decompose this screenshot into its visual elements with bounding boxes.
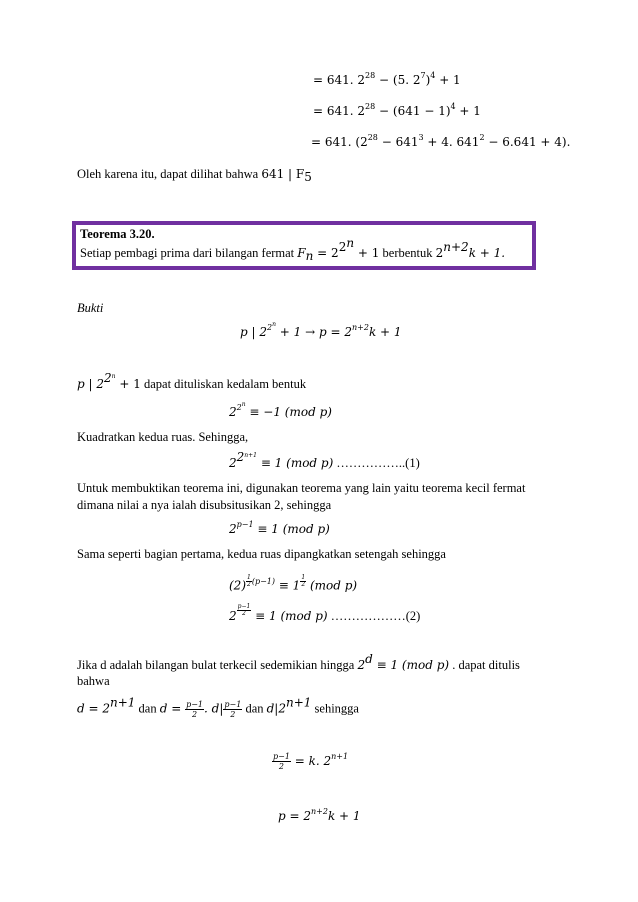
- proof-paragraph-5: $d = 2^{n+1}$ dan d = $\frac{p-1}{2}$ . d| $\frac{p-1}{2}$ dan $d|2^{n+1}$ sehingga: [77, 695, 359, 719]
- equation-line-2: = 641. $2^{28} - (641 - 1)^4 + 1$: [313, 102, 481, 118]
- conclusion-text: Oleh karena itu, dapat dilihat bahwa 641 | $F_5$: [77, 167, 312, 184]
- proof-equation-5: 2 $^{\frac{p-1}{2}}$ ≡ 1 (mod p) ………………(2): [229, 603, 421, 623]
- equation-line-1: = 641. $2^{28} - (5$. $2^7)^4 + 1$: [313, 71, 461, 87]
- proof-equation-4: (2) $^{\frac{1}{2} (p-1)}$ ≡ 1 $^{\frac{1}{2}}$ (mod p): [229, 574, 358, 593]
- proof-equation-6: $\frac{p-1}{2}$ = k. $2^{n+1}$: [273, 752, 349, 771]
- proof-line-1: p | $2^{2^n} + 1$ dapat dituliskan kedalam bentuk: [77, 371, 307, 391]
- theorem-statement: Setiap pembagi prima dari bilangan fermat $F_n = 2^{2^n} + 1$ berbentuk $2^{n+2}k + 1$.: [80, 236, 506, 263]
- proof-paragraph-2-line-1: Untuk membuktikan teorema ini, digunakan teorema yang lain yaitu teorema kecil fermat: [77, 481, 526, 495]
- theorem-title: Teorema 3.20.: [80, 227, 155, 241]
- proof-square-text: Kuadratkan kedua ruas. Sehingga,: [77, 430, 249, 444]
- proof-equation-3: $2^{p-1} \equiv 1$ (mod p): [229, 520, 330, 536]
- proof-paragraph-2-line-2: dimana nilai a nya ialah disubsitusikan 2, sehingga: [77, 498, 332, 512]
- proof-equation-1: $2^{2^n} \equiv -1$ (mod p): [229, 401, 332, 419]
- proof-equation-7: $p = 2^{n+2}k + 1$: [278, 807, 361, 823]
- equation-line-3: = 641. ($2^{28} - 641^3 + 4$. $641^2 - 6.641 + 4$).: [311, 133, 571, 149]
- proof-main-statement: p | $2^{2^n} + 1 \to p = 2^{n+2}k + 1$: [240, 321, 402, 339]
- proof-heading: Bukti: [77, 301, 104, 315]
- proof-equation-2: $2^{2^{n+1}} \equiv 1$ (mod p) ……………..(1): [229, 450, 420, 470]
- proof-paragraph-3: Sama seperti bagian pertama, kedua ruas dipangkatkan setengah sehingga: [77, 547, 446, 561]
- proof-paragraph-4-line-1: Jika d adalah bilangan bulat terkecil sedemikian hingga $2^d \equiv 1$ (mod p) . dapat ditulis: [77, 652, 520, 672]
- proof-paragraph-4-line-2: bahwa: [77, 674, 110, 688]
